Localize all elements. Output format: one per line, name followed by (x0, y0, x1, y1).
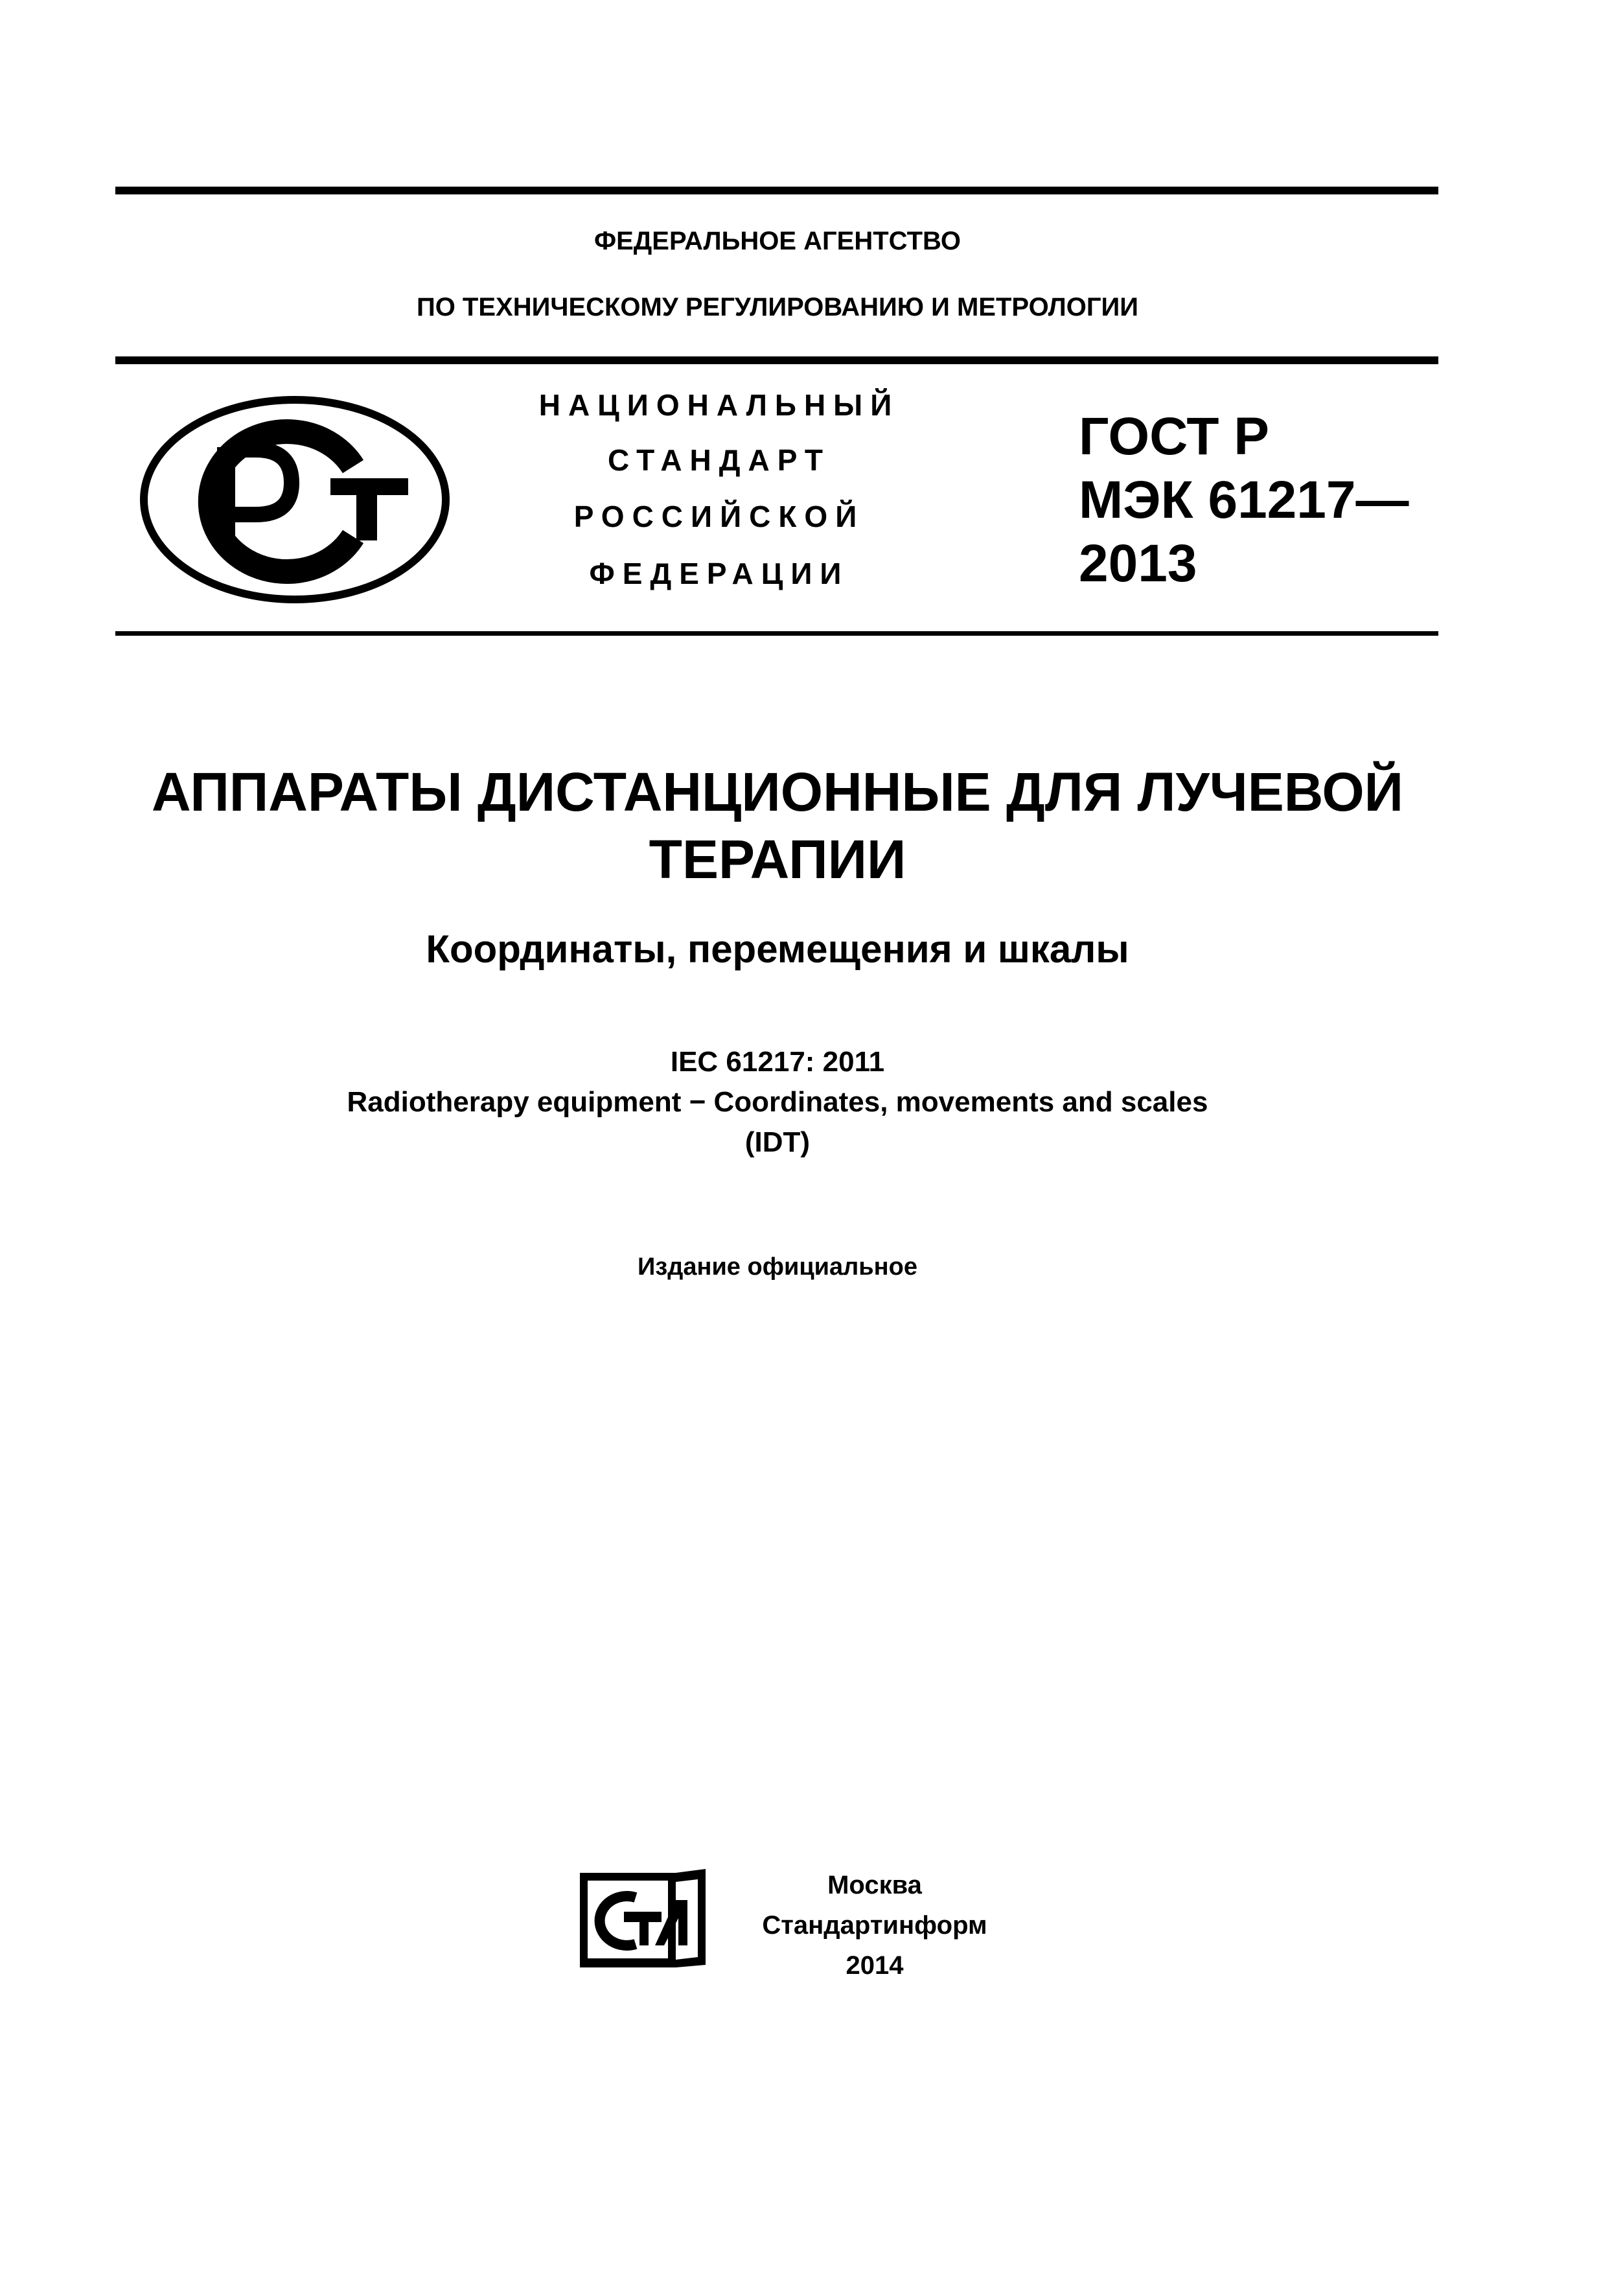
pct-logo (139, 395, 450, 604)
agency-line-1: ФЕДЕРАЛЬНОЕ АГЕНТСТВО (593, 227, 961, 255)
publisher-name: Стандартинформ (762, 1911, 987, 1940)
publisher-city: Москва (827, 1871, 922, 1899)
sti-logo (579, 1868, 708, 1969)
national-standard-line-3: РОССИЙСКОЙ (573, 500, 865, 533)
document-subtitle: Координаты, перемещения и шкалы (426, 927, 1129, 971)
top-rule (115, 187, 1438, 194)
document-title-line-1: АППАРАТЫ ДИСТАНЦИОННЫЕ ДЛЯ ЛУЧЕВОЙ (151, 761, 1404, 822)
document-title-line-2: ТЕРАПИИ (649, 829, 906, 890)
standard-designation-line-3: 2013 (1079, 534, 1197, 593)
standard-designation-line-1: ГОСТ Р (1079, 407, 1269, 466)
national-standard-line-2: СТАНДАРТ (608, 443, 831, 477)
standard-designation-line-2: МЭК 61217— (1079, 470, 1409, 529)
national-standard-line-4: ФЕДЕРАЦИИ (589, 557, 849, 590)
publisher-year: 2014 (846, 1951, 904, 1980)
header-bottom-rule (115, 631, 1438, 636)
edition-note: Издание официальное (638, 1253, 917, 1281)
agency-line-2: ПО ТЕХНИЧЕСКОМУ РЕГУЛИРОВАНИЮ И МЕТРОЛОГИИ (416, 293, 1139, 321)
iec-code: IEC 61217: 2011 (670, 1046, 885, 1078)
national-standard-line-1: НАЦИОНАЛЬНЫЙ (538, 388, 900, 422)
iec-title: Radiotherapy equipment − Coordinates, movements and scales (347, 1086, 1208, 1118)
header-rule (115, 356, 1438, 364)
iec-equivalence: (IDT) (744, 1126, 811, 1158)
